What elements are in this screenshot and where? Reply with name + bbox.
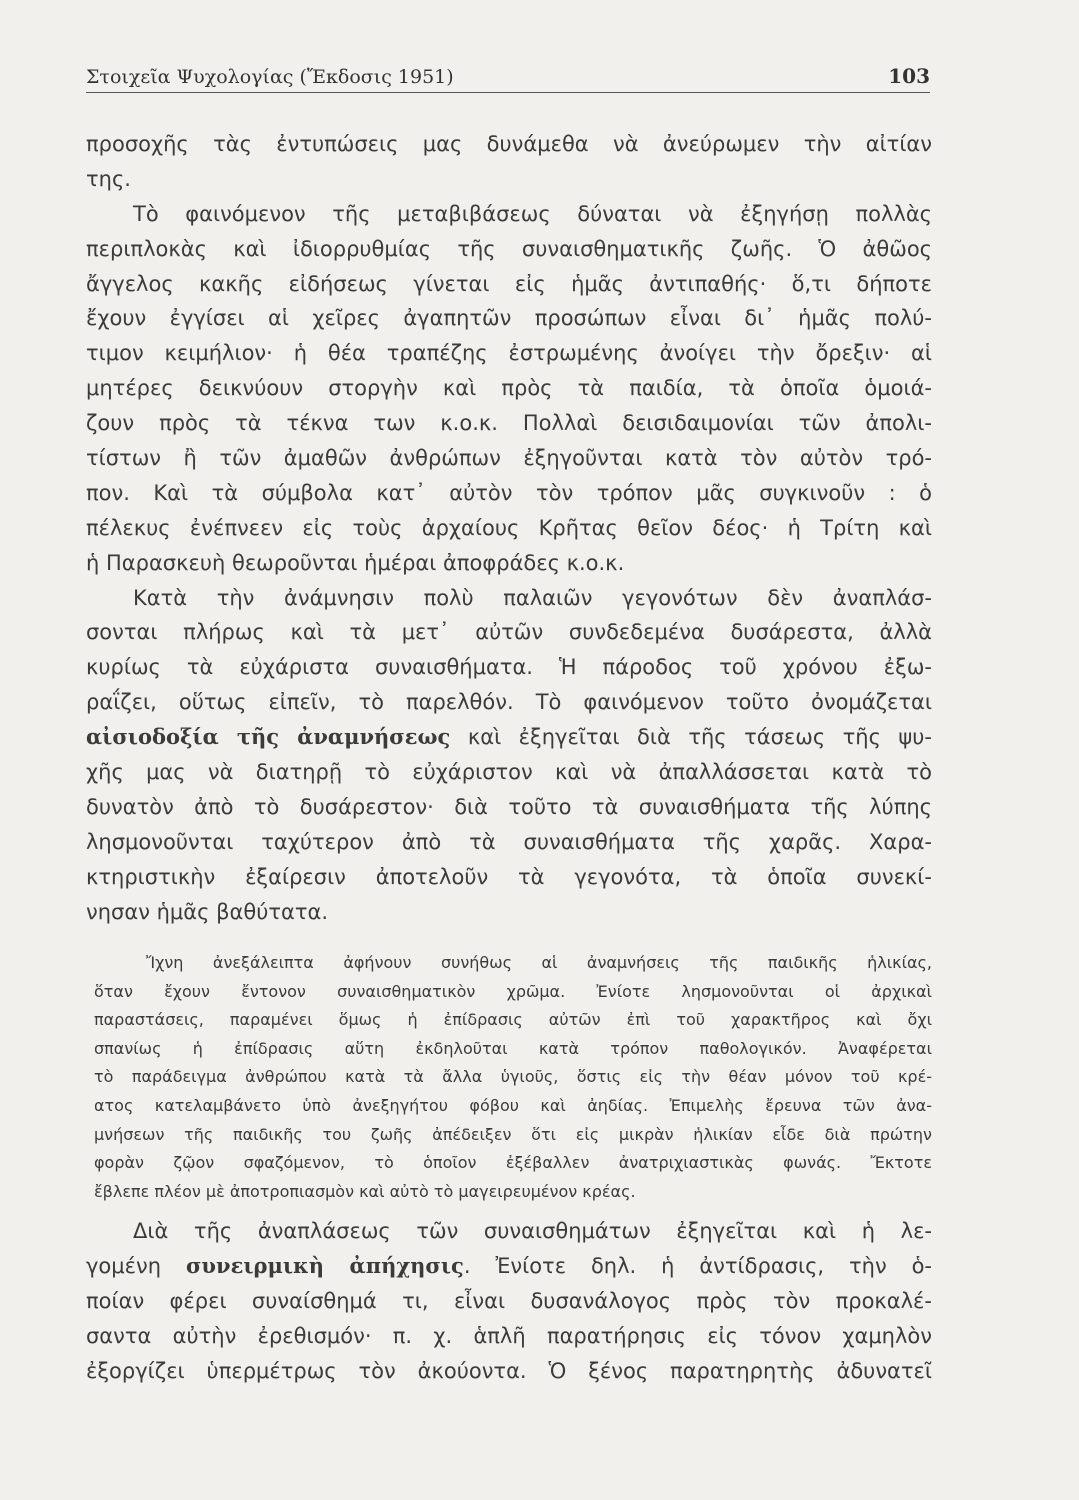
- text-line: ἔχουν ἐγγίσει αἱ χεῖρες ἀγαπητῶν προσώπων εἶναι δι᾿ ἡμᾶς πολύ-: [86, 306, 932, 331]
- footnote-line: Ἴχνη ἀνεξάλειπτα ἀφήνουν συνήθως αἱ ἀναμνήσεις τῆς παιδικῆς ἡλικίας,: [146, 953, 932, 972]
- page-header: [86, 62, 930, 93]
- footnote-line: ἔβλεπε πλέον μὲ ἀποτροπιασμὸν καὶ αὐτὸ τὸ μαγειρευμένον κρέας.: [94, 1181, 636, 1201]
- bold-term: αἰσιοδοξία τῆς ἀναμνήσεως: [86, 724, 451, 750]
- text-line: σαντα αὐτὴν ἐρεθισμόν· π. χ. ἁπλῆ παρατήρησις εἰς τόνον χαμηλὸν: [86, 1323, 932, 1348]
- text-line: Διὰ τῆς ἀναπλάσεως τῶν συναισθημάτων ἐξηγεῖται καὶ ἡ λε-: [133, 1219, 932, 1243]
- text-line: χῆς μας νὰ διατηρῇ τὸ εὐχάριστον καὶ νὰ ἀπαλλάσσεται κατὰ τὸ: [86, 760, 932, 785]
- bold-term: συνειρμικὴ ἀπήχησις: [185, 1252, 464, 1278]
- text-line: πέλεκυς ἐνέπνεεν εἰς τοὺς ἀρχαίους Κρῆτας θεῖον δέος· ἡ Τρίτη καὶ: [86, 515, 932, 540]
- final-paragraph: [86, 1214, 932, 1388]
- footnote-line: φορὰν ζῷον σφαζόμενον, τὸ ὁποῖον ἐξέβαλλεν ἀνατριχιαστικὰς φωνάς. Ἔκτοτε: [94, 1153, 932, 1173]
- text-line: σονται πλήρως καὶ τὰ μετ᾿ αὐτῶν συνδεδεμένα δυσάρεστα, ἀλλὰ: [86, 620, 932, 645]
- text-line: δυνατὸν ἀπὸ τὸ δυσάρεστον· διὰ τοῦτο τὰ συναισθήματα τῆς λύπης: [86, 794, 932, 819]
- running-title: Στοιχεῖα Ψυχολογίας (Ἔκδοσις 1951): [86, 66, 454, 88]
- text-line: ραΐζει, οὕτως εἰπεῖν, τὸ παρελθόν. Τὸ φαινόμενον τοῦτο ὀνομάζεται: [86, 690, 932, 715]
- footnote-line: σπανίως ἡ ἐπίδρασις αὕτη ἐκδηλοῦται κατὰ τρόπον παθολογικόν. Ἀναφέρεται: [94, 1038, 932, 1058]
- text-line: περιπλοκὰς καὶ ἰδιορρυθμίας τῆς συναισθηματικῆς ζωῆς. Ὁ ἀθῶος: [86, 236, 932, 261]
- text-line: ποίαν φέρει συναίσθημά τι, εἶναι δυσανάλογος πρὸς τὸν προκαλέ-: [86, 1288, 932, 1313]
- text-line: λησμονοῦνται ταχύτερον ἀπὸ τὰ συναισθήματα τῆς χαρᾶς. Χαρα-: [86, 829, 932, 854]
- text-line: ἄγγελος κακῆς εἰδήσεως γίνεται εἰς ἡμᾶς ἀντιπαθής· ὅ,τι δήποτε: [86, 271, 932, 296]
- footnote-line: τὸ παράδειγμα ἀνθρώπου κατὰ τὰ ἄλλα ὑγιοῦς, ὅστις εἰς τὴν θέαν μόνον τοῦ κρέ-: [94, 1067, 932, 1087]
- text-line-with-term: [86, 720, 932, 755]
- text-line: νησαν ἡμᾶς βαθύτατα.: [86, 899, 329, 924]
- text-line: πον. Καὶ τὰ σύμβολα κατ᾿ αὐτὸν τὸν τρόπον μᾶς συγκινοῦν : ὁ: [86, 480, 932, 505]
- text-line: κυρίως τὰ εὐχάριστα συναισθήματα. Ἡ πάροδος τοῦ χρόνου ἐξω-: [86, 655, 932, 680]
- line-continuation: καὶ ἐξηγεῖται διὰ τῆς τάσεως τῆς ψυ-: [450, 725, 932, 750]
- footnote-line: ατος κατελαμβάνετο ὑπὸ ἀνεξηγήτου φόβου καὶ ἀηδίας. Ἐπιμελὴς ἔρευνα τῶν ἀνα-: [94, 1095, 932, 1115]
- footnote-line: παραστάσεις, παραμένει ὅμως ἡ ἐπίδρασις αὐτῶν ἐπὶ τοῦ χαρακτῆρος καὶ ὄχι: [94, 1010, 932, 1030]
- text-line: Τὸ φαινόμενον τῆς μεταβιβάσεως δύναται νὰ ἐξηγήσῃ πολλὰς: [133, 201, 932, 226]
- text-line: τιμον κειμήλιον· ἡ θέα τραπέζης ἐστρωμένης ἀνοίγει τὴν ὄρεξιν· αἱ: [86, 341, 932, 366]
- footnote-block: [94, 949, 932, 1206]
- text-line: προσοχῆς τὰς ἐντυπώσεις μας δυνάμεθα νὰ ἀνεύρωμεν τὴν αἰτίαν: [86, 132, 932, 156]
- main-text: [86, 127, 932, 929]
- text-line: ἡ Παρασκευὴ θεωροῦνται ἡμέραι ἀποφράδες κ.ο.κ.: [86, 550, 625, 575]
- footnote-line: μνήσεων τῆς παιδικῆς του ζωῆς ἀπέδειξεν ὅτι εἰς μικρὰν ἡλικίαν εἶδε διὰ πρώτην: [94, 1124, 932, 1144]
- text-line: Κατὰ τὴν ἀνάμνησιν πολὺ παλαιῶν γεγονότων δὲν ἀναπλάσ-: [133, 585, 932, 610]
- line-start: γομένη: [86, 1253, 186, 1278]
- page-number: 103: [888, 64, 930, 88]
- text-line: ἐξοργίζει ὑπερμέτρως τὸν ἀκούοντα. Ὁ ξένος παρατηρητὴς ἀδυνατεῖ: [86, 1358, 932, 1383]
- text-line: μητέρες δεικνύουν στοργὴν καὶ πρὸς τὰ παιδία, τὰ ὁποῖα ὁμοιά-: [86, 376, 932, 401]
- text-line: κτηριστικὴν ἐξαίρεσιν ἀποτελοῦν τὰ γεγονότα, τὰ ὁποῖα συνεκί-: [86, 864, 932, 889]
- text-line-with-term: [86, 1249, 932, 1284]
- footnote-line: ὅταν ἔχουν ἔντονον συναισθηματικὸν χρῶμα. Ἐνίοτε λησμονοῦνται οἱ ἀρχικαὶ: [94, 981, 932, 1001]
- text-line: τίστων ἢ τῶν ἀμαθῶν ἀνθρώπων ἐξηγοῦνται κατὰ τὸν αὐτὸν τρό-: [86, 446, 932, 471]
- text-line: ζουν πρὸς τὰ τέκνα των κ.ο.κ. Πολλαὶ δεισιδαιμονίαι τῶν ἀπολι-: [86, 411, 932, 436]
- text-line: της.: [86, 166, 131, 191]
- line-continuation: . Ἐνίοτε δηλ. ἡ ἀντίδρασις, τὴν ὁ-: [463, 1253, 932, 1278]
